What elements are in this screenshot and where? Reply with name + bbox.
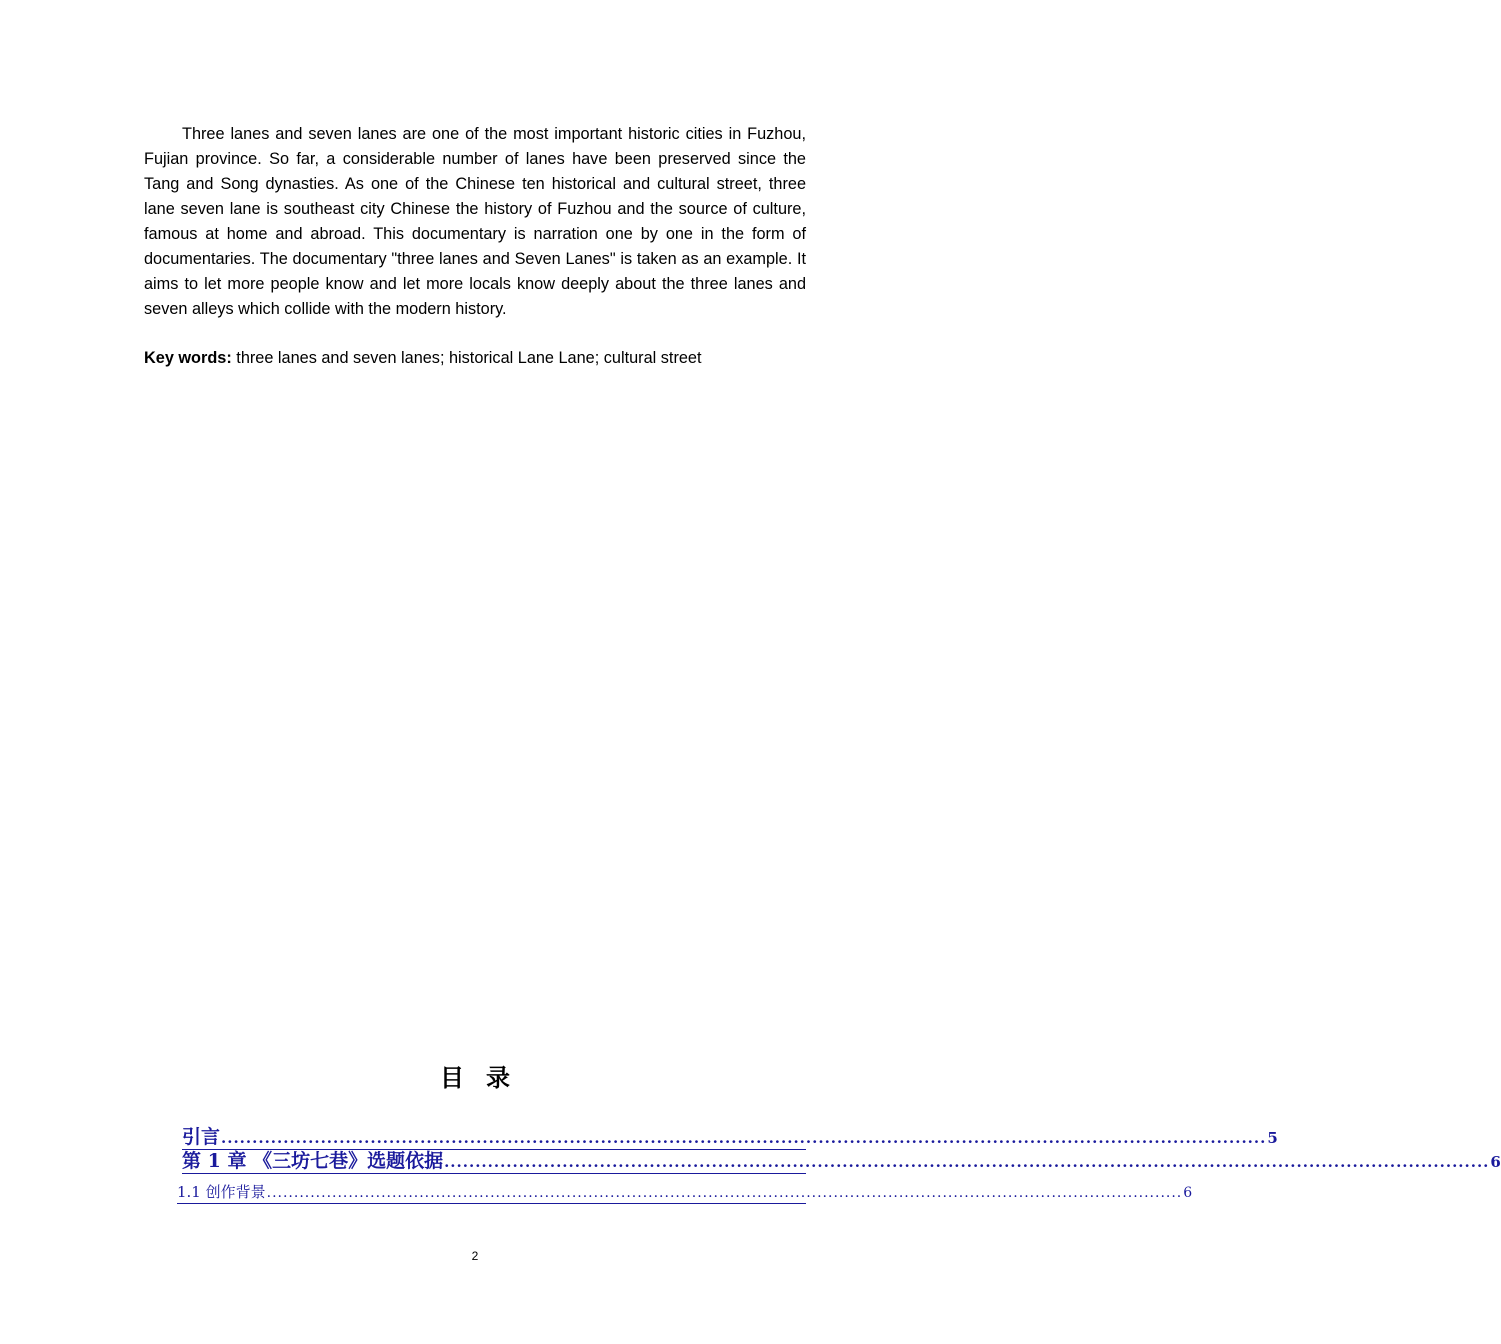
page-number: 2 (471, 1249, 479, 1263)
toc-leader-dots: ........................................................................................................................................................................ (221, 1129, 1267, 1147)
toc-heading: 目录 (440, 1063, 532, 1092)
toc-entry-label: 引言 (182, 1126, 221, 1148)
toc-entry-label: 第 1 章 《三坊七巷》选题依据 (182, 1150, 444, 1172)
toc-entry-page: 5 (1267, 1129, 1278, 1147)
toc-leader-dots: ........................................................................................................................................................................ (444, 1153, 1490, 1171)
toc-entry-chapter-1[interactable] (182, 1150, 1501, 1174)
keywords-label: Key words: (144, 349, 232, 367)
keywords-line (144, 346, 806, 371)
toc-entry-section-1-1[interactable] (177, 1182, 1193, 1204)
toc-entry-page: 6 (1490, 1153, 1501, 1171)
abstract-paragraph: Three lanes and seven lanes are one of the most important historic cities in Fuzhou, Fujian province. So far, a considerable number of lanes have been preserved since the Tang and Song dynasties. As one of the Chinese ten historical and cultural street, three lane seven lane is southeast city Chinese the history of Fuzhou and the source of culture, famous at home and abroad. This documentary is narration one by one in the form of documentaries. The documentary "three lanes and Seven Lanes" is taken as an example. It aims to let more people know and let more locals know deeply about the three lanes and seven alleys which collide with the modern history. (144, 125, 806, 318)
toc-entry-label: 1.1 创作背景 (177, 1183, 266, 1201)
toc-leader-dots: ........................................................................................................................................................................ (266, 1185, 1183, 1201)
keywords-text: three lanes and seven lanes; historical Lane Lane; cultural street (231, 349, 702, 367)
toc-entry-page: 6 (1183, 1185, 1193, 1201)
toc-entry-introduction[interactable] (182, 1126, 1278, 1150)
